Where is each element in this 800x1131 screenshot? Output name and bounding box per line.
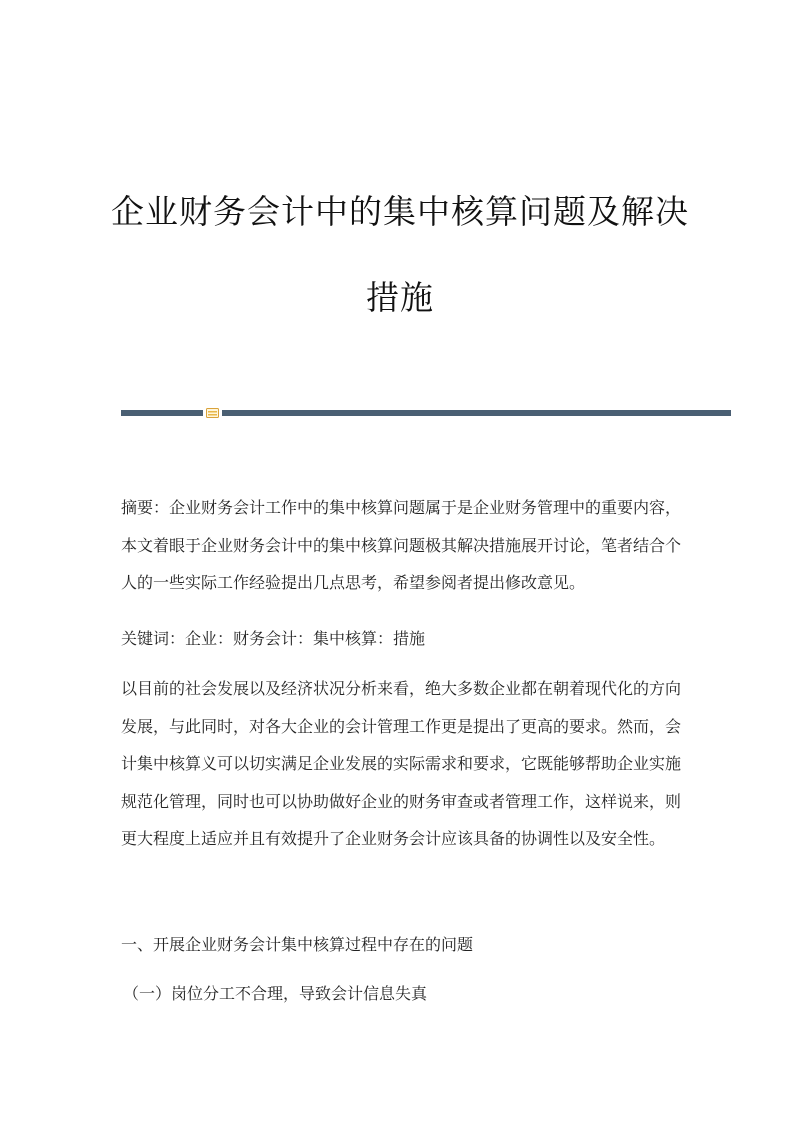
- document-title-line-1: 企业财务会计中的集中核算问题及解决: [111, 192, 689, 231]
- keywords-line: 关键词：企业：财务会计：集中核算：措施: [121, 629, 426, 648]
- divider-bar-right: [222, 410, 731, 416]
- title-divider: [121, 409, 731, 417]
- abstract-paragraph: 摘要：企业财务会计工作中的集中核算问题属于是企业财务管理中的重要内容，本文着眼于企业财务会计中的集中核算问题极其解决措施展开讨论，笔者结合个人的一些实际工作经验提出几点思考，希望参阅者提出修改意见。: [121, 498, 682, 592]
- divider-bar-left: [121, 410, 203, 416]
- subsection-heading: （一）岗位分工不合理，导致会计信息失真: [123, 984, 428, 1003]
- section-heading: 一、开展企业财务会计集中核算过程中存在的问题: [121, 935, 474, 954]
- divider-emblem-icon: [206, 408, 219, 418]
- body-paragraph: 以目前的社会发展以及经济状况分析来看，绝大多数企业都在朝着现代化的方向发展，与此同时，对各大企业的会计管理工作更是提出了更高的要求。然而，会计集中核算义可以切实满足企业发展的实际需求和要求，它既能够帮助企业实施规范化管理，同时也可以协助做好企业的财务审查或者管理工作，这样说来，则更大程度上适应并且有效提升了企业财务会计应该具备的协调性以及安全性。: [121, 679, 682, 848]
- document-title-line-2: 措施: [366, 278, 434, 317]
